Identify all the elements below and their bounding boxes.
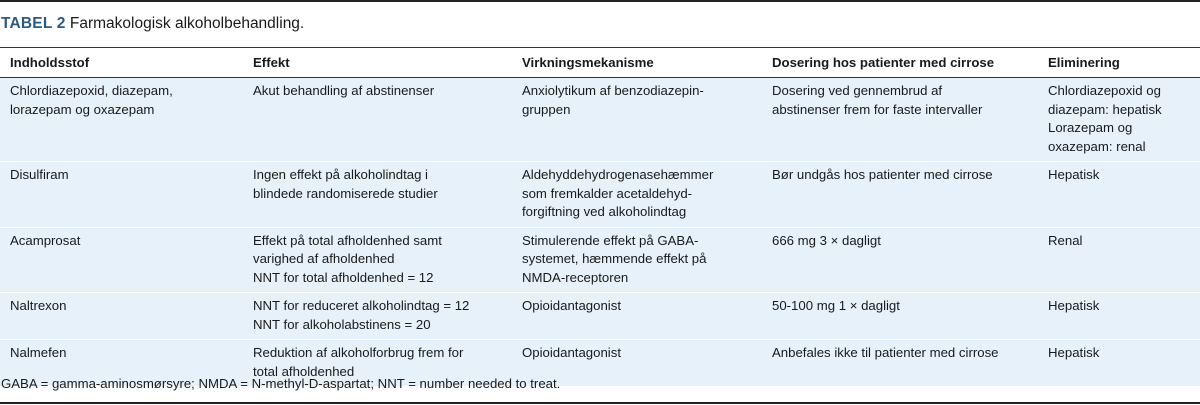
cell-line: diazepam: hepatisk xyxy=(1048,101,1162,117)
cell-substance xyxy=(0,162,243,228)
cell-line: Bør undgås hos patienter med cirrose xyxy=(772,167,993,182)
cell-line: 666 mg 3 × dagligt xyxy=(772,232,881,248)
cell-dosing xyxy=(762,78,1038,162)
cell-line: Chlordiazepoxid og xyxy=(1048,83,1161,98)
header-effect: Effekt xyxy=(243,48,512,78)
cell-line: NNT for reduceret alkoholindtag = 12 xyxy=(253,298,470,313)
cell-line: Lorazepam og xyxy=(1048,120,1133,135)
table-footnote: GABA = gamma-aminosmørsyre; NMDA = N-methyl-D-aspartat; NNT = number needed to treat. xyxy=(1,376,561,391)
cell-line: gruppen xyxy=(522,101,571,117)
cell-substance xyxy=(0,227,243,293)
table-row xyxy=(0,162,1200,228)
table-caption xyxy=(1,13,304,35)
cell-dosing xyxy=(762,227,1038,293)
cell-line: Hepatisk xyxy=(1048,345,1100,360)
cell-line: Acamprosat xyxy=(10,232,81,248)
cell-line: Dosering ved gennembrud af xyxy=(772,83,943,98)
cell-dosing xyxy=(762,293,1038,340)
cell-line: varighed af afholdenhed xyxy=(253,251,395,266)
cell-effect xyxy=(243,227,512,293)
cell-mechanism xyxy=(512,78,762,162)
cell-line: Naltrexon xyxy=(10,298,67,313)
cell-line: 50-100 mg 1 × dagligt xyxy=(772,298,900,313)
cell-dosing xyxy=(762,340,1038,387)
cell-line: Aldehyddehydrogenasehæmmer xyxy=(522,167,714,182)
cell-line: Chlordiazepoxid, diazepam, xyxy=(10,83,173,98)
cell-line: total afholdenhed xyxy=(253,363,355,379)
cell-line: Opioidantagonist xyxy=(522,345,621,360)
header-mechanism: Virkningsmekanisme xyxy=(512,48,762,78)
cell-line: Hepatisk xyxy=(1048,298,1100,313)
cell-line: Ingen effekt på alkoholindtag i xyxy=(253,167,428,182)
cell-substance xyxy=(0,78,243,162)
table-row xyxy=(0,78,1200,162)
cell-dosing xyxy=(762,162,1038,228)
cell-line: Anxiolytikum af benzodiazepin- xyxy=(522,83,704,98)
cell-effect xyxy=(243,162,512,228)
cell-line: Renal xyxy=(1048,232,1083,248)
cell-effect xyxy=(243,293,512,340)
cell-line: Effekt på total afholdenhed samt xyxy=(253,232,442,248)
top-rule xyxy=(0,0,1200,2)
cell-line: Disulfiram xyxy=(10,167,69,182)
cell-line: lorazepam og oxazepam xyxy=(10,101,155,117)
cell-line: Nalmefen xyxy=(10,345,67,360)
table-row xyxy=(0,227,1200,293)
cell-mechanism xyxy=(512,293,762,340)
bottom-rule xyxy=(0,402,1200,404)
cell-line: oxazepam: renal xyxy=(1048,138,1146,154)
header-elimination: Eliminering xyxy=(1038,48,1200,78)
cell-elimination xyxy=(1038,78,1200,162)
cell-elimination xyxy=(1038,293,1200,340)
table-row xyxy=(0,293,1200,340)
cell-mechanism xyxy=(512,162,762,228)
cell-elimination xyxy=(1038,227,1200,293)
cell-elimination xyxy=(1038,340,1200,387)
cell-line: Akut behandling af abstinenser xyxy=(253,83,435,98)
cell-line: Opioidantagonist xyxy=(522,298,621,313)
pharmacology-table xyxy=(0,47,1200,386)
caption-label: TABEL 2 xyxy=(1,15,66,32)
cell-line: forgiftning ved alkoholindtag xyxy=(522,204,687,219)
cell-line: Reduktion af alkoholforbrug frem for xyxy=(253,345,464,360)
cell-line: NNT for total afholdenhed = 12 xyxy=(253,269,434,285)
cell-line: Anbefales ikke til patienter med cirrose xyxy=(772,345,999,360)
header-substance: Indholdsstof xyxy=(0,48,243,78)
cell-substance xyxy=(0,293,243,340)
cell-line: systemet, hæmmende effekt på xyxy=(522,251,707,266)
cell-line: NNT for alkoholabstinens = 20 xyxy=(253,316,431,332)
cell-effect xyxy=(243,78,512,162)
cell-line: abstinenser frem for faste intervaller xyxy=(772,101,983,117)
cell-mechanism xyxy=(512,227,762,293)
cell-elimination xyxy=(1038,162,1200,228)
header-row xyxy=(0,48,1200,78)
caption-title: Farmakologisk alkoholbehandling. xyxy=(69,15,305,32)
cell-line: NMDA-receptoren xyxy=(522,269,629,285)
header-dosing: Dosering hos patienter med cirrose xyxy=(762,48,1038,78)
cell-line: Hepatisk xyxy=(1048,167,1100,182)
cell-line: som fremkalder acetaldehyd- xyxy=(522,185,693,201)
cell-line: blindede randomiserede studier xyxy=(253,185,438,201)
cell-line: Stimulerende effekt på GABA- xyxy=(522,232,699,248)
